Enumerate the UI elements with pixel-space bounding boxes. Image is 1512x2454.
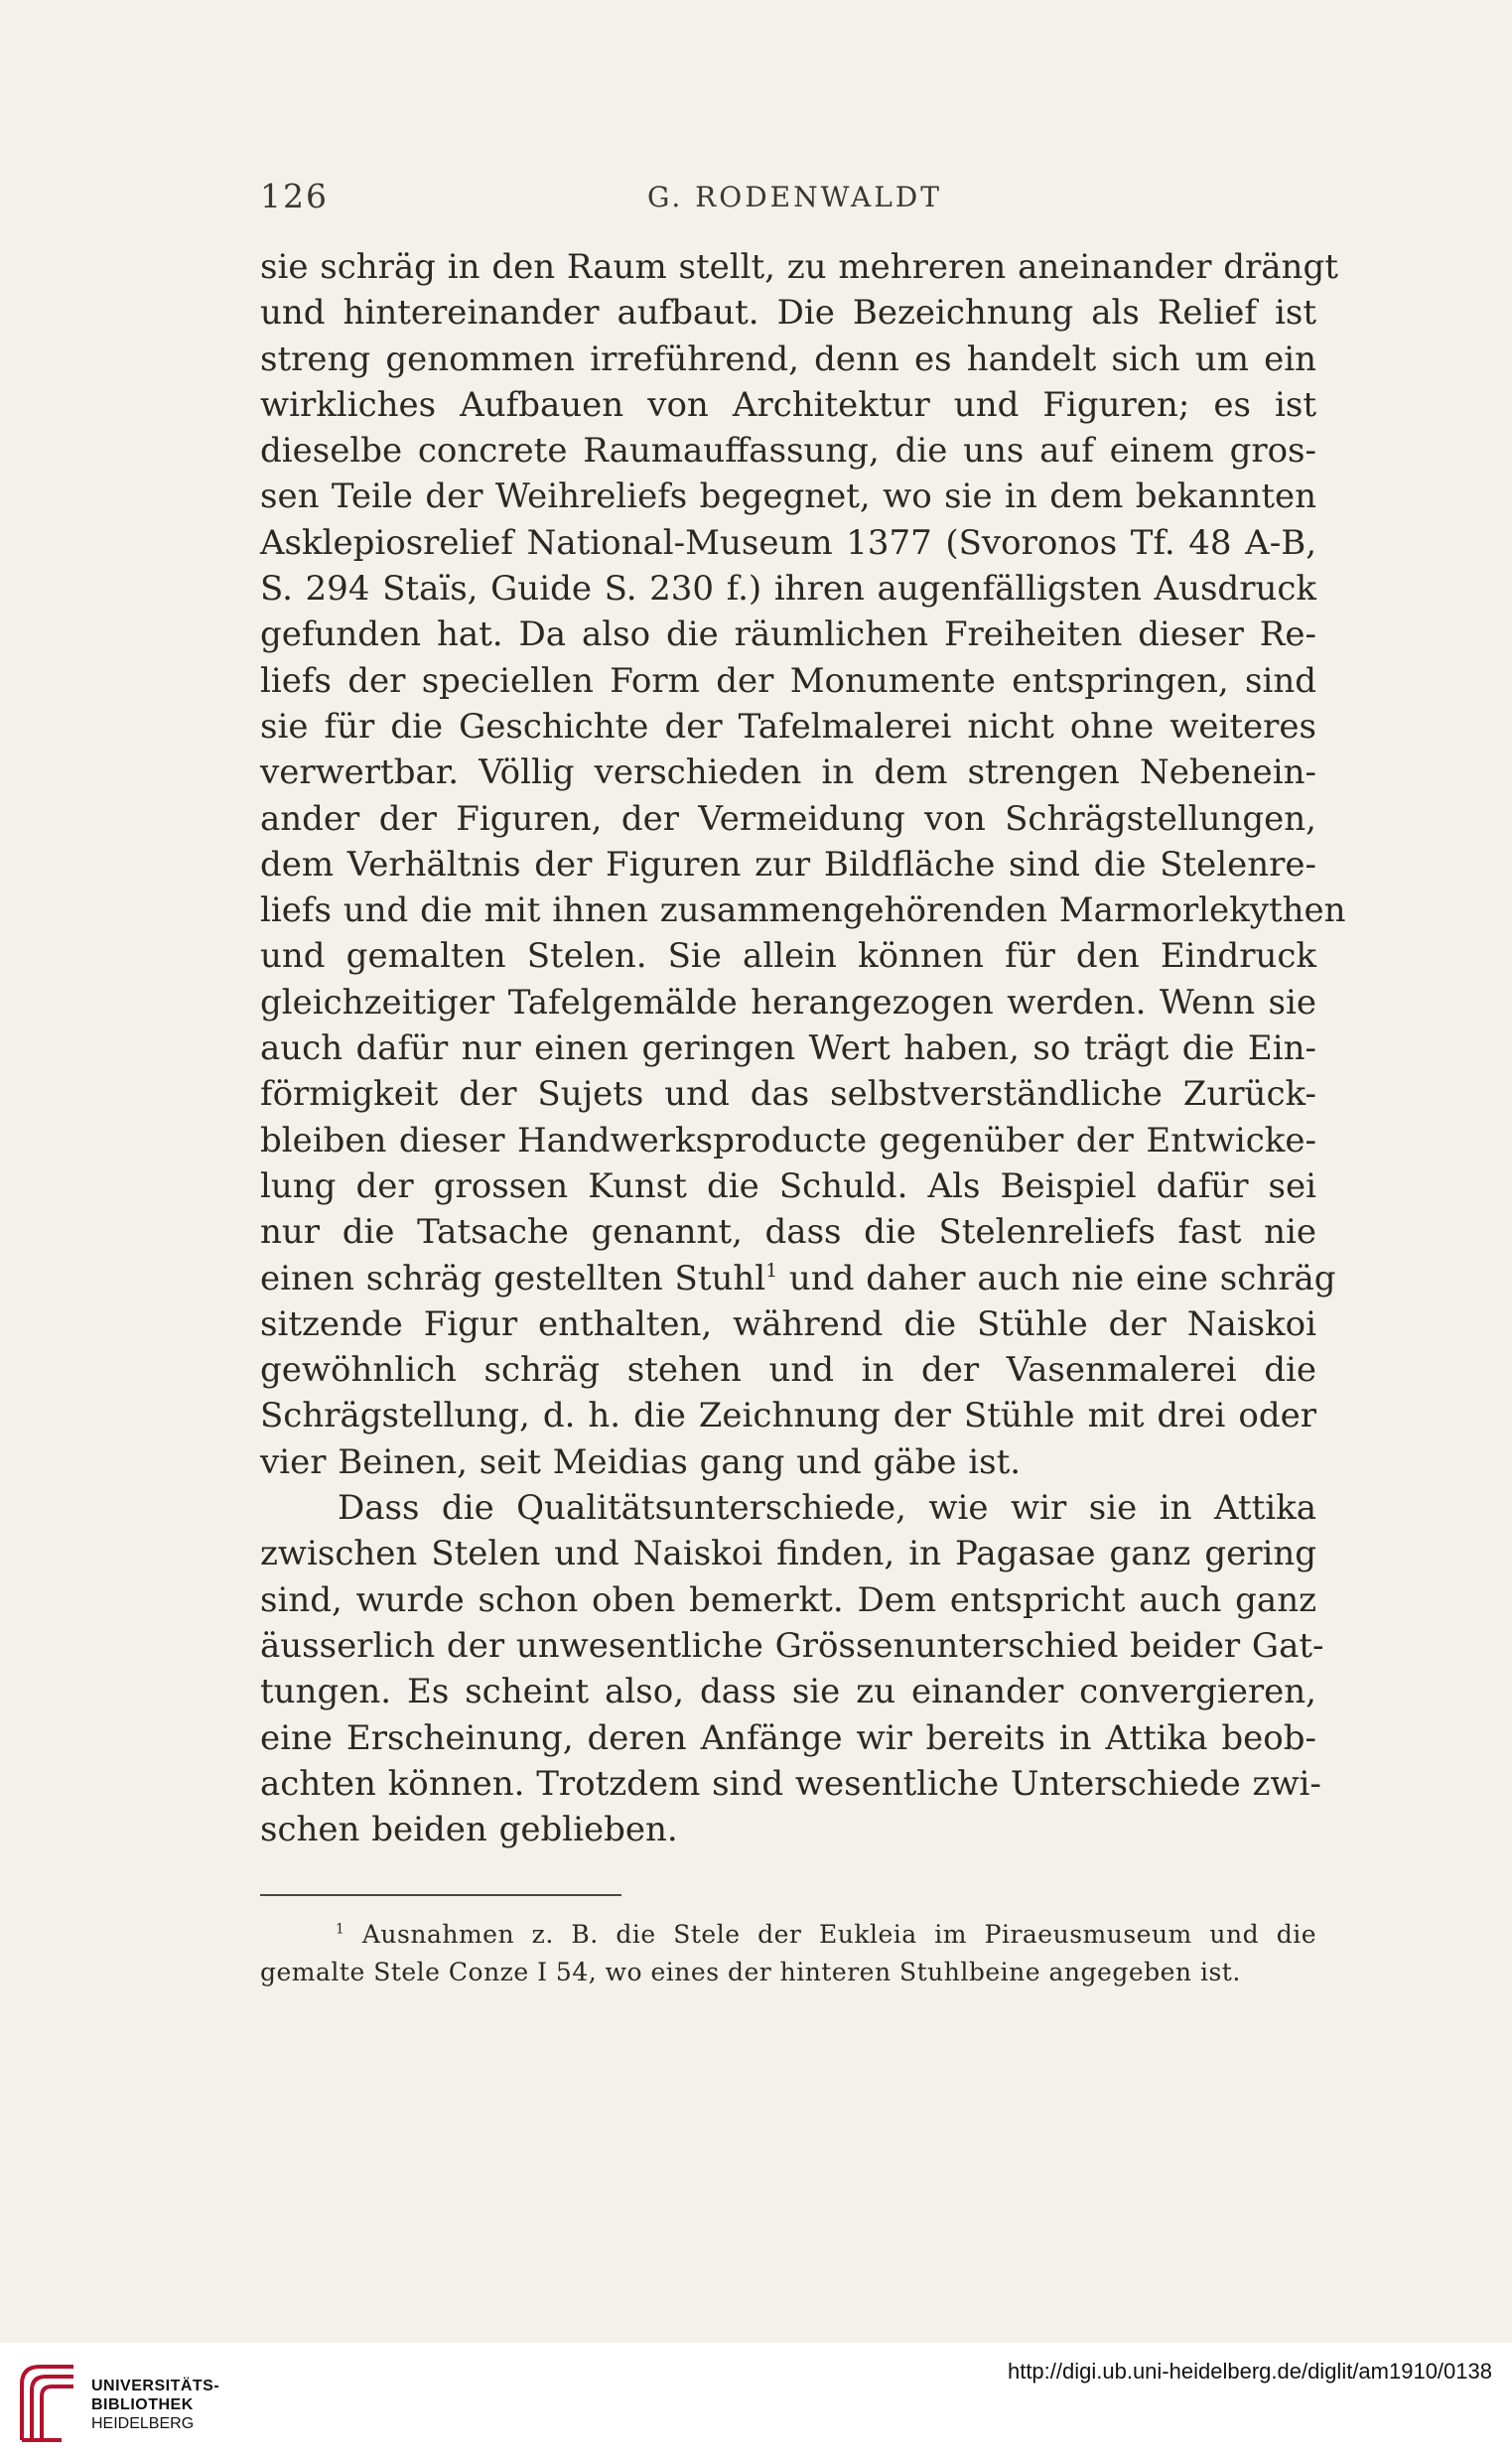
library-name-line: HEIDELBERG [91, 2415, 195, 2432]
text-line: lung der grossen Kunst die Schuld. Als Beispiel dafür sei [260, 1165, 1316, 1206]
text-line: dem Verhältnis der Figuren zur Bildfläche sind die Stelenre- [260, 844, 1316, 885]
text-line: ander der Figuren, der Vermeidung von Schrägstellungen, [260, 798, 1316, 839]
library-name [91, 2377, 219, 2433]
text-line: liefs der speciellen Form der Monumente entspringen, sind [260, 660, 1316, 701]
text-line: S. 294 Staïs, Guide S. 230 f.) ihren augenfälligsten Ausdruck [260, 569, 1316, 610]
body-text [260, 244, 1346, 1852]
text-line: gleichzeitiger Tafelgemälde herangezogen werden. Wenn sie [260, 982, 1316, 1022]
library-name-line: UNIVERSITÄTS- [91, 2378, 220, 2394]
text-line: dieselbe concrete Raumauffassung, die uns auf einem gros- [260, 431, 1316, 472]
paragraph-end-line: schen beiden geblieben. [260, 1810, 678, 1850]
text-line: äusserlich der unwesentliche Grössenunterschied beider Gat- [260, 1625, 1324, 1666]
text-line: achten können. Trotzdem sind wesentliche Unterschiede zwi- [260, 1763, 1321, 1804]
text-line: und gemalten Stelen. Sie allein können für den Eindruck [260, 936, 1316, 977]
text-line: sen Teile der Weihreliefs begegnet, wo sie in dem bekannten [260, 477, 1316, 517]
paragraph-start-line: Dass die Qualitätsunterschiede, wie wir sie in Attika [338, 1488, 1316, 1529]
page-header [260, 177, 1312, 224]
text-line: streng genommen irreführend, denn es handelt sich um ein [260, 339, 1316, 379]
text-line: tungen. Es scheint also, dass sie zu einander convergieren, [260, 1672, 1316, 1712]
text-line: verwertbar. Völlig verschieden in dem strengen Nebenein- [260, 752, 1316, 793]
text-segment: einen schräg gestellten Stuhl [260, 1258, 766, 1298]
running-head: G. RODENWALDT [647, 181, 942, 213]
text-line: Schrägstellung, d. h. die Zeichnung der Stühle mit drei oder [260, 1396, 1316, 1436]
text-line: auch dafür nur einen geringen Wert haben, so trägt die Ein- [260, 1028, 1316, 1069]
footnote-reference[interactable]: 1 [765, 1260, 778, 1282]
text-line-with-footnote-ref [260, 1256, 1336, 1301]
text-line: liefs und die mit ihnen zusammengehörenden Marmorlekythen [260, 890, 1346, 931]
footnote-divider [260, 1894, 621, 1896]
text-line: und hintereinander aufbaut. Die Bezeichnung als Relief ist [260, 293, 1316, 334]
text-line: bleiben dieser Handwerksproducte gegenüber der Entwicke- [260, 1120, 1316, 1160]
text-line: sie für die Geschichte der Tafelmalerei nicht ohne weiteres [260, 706, 1316, 747]
text-line: Asklepiosrelief National-Museum 1377 (Svoronos Tf. 48 A-B, [260, 522, 1316, 563]
source-url-link[interactable]: http://digi.ub.uni-heidelberg.de/diglit/am1910/0138 [1007, 2359, 1492, 2384]
footer-bar [0, 2343, 1512, 2454]
text-line: gewöhnlich schräg stehen und in der Vasenmalerei die [260, 1350, 1316, 1391]
text-line: sitzende Figur enthalten, während die Stühle der Naiskoi [260, 1303, 1316, 1344]
text-line: eine Erscheinung, deren Anfänge wir bereits in Attika beob- [260, 1717, 1316, 1758]
footnote-text: Ausnahmen z. B. die Stele der Eukleia im Piraeusmuseum und die [361, 1920, 1316, 1949]
footnotes [260, 1916, 1316, 1991]
footnote-line: gemalte Stele Conze I 54, wo eines der hinteren Stuhlbeine angegeben ist. [260, 1958, 1241, 1986]
library-name-line: BIBLIOTHEK [91, 2396, 194, 2413]
text-line: förmigkeit der Sujets und das selbstverständliche Zurück- [260, 1074, 1316, 1115]
text-line: gefunden hat. Da also die räumlichen Freiheiten dieser Re- [260, 614, 1316, 655]
text-segment: und daher auch nie eine schräg [777, 1258, 1336, 1298]
text-line: wirkliches Aufbauen von Architektur und Figuren; es ist [260, 384, 1316, 425]
paragraph-end-line: vier Beinen, seit Meidias gang und gäbe ist. [260, 1441, 1022, 1482]
footnote-line [260, 1916, 1316, 1954]
text-line: nur die Tatsache genannt, dass die Stelenreliefs fast nie [260, 1212, 1316, 1253]
page-number: 126 [260, 177, 329, 215]
library-logo-icon[interactable] [14, 2355, 83, 2446]
footnote-marker: 1 [336, 1921, 345, 1938]
text-line: sie schräg in den Raum stellt, zu mehreren aneinander drängt [260, 247, 1338, 287]
text-line: sind, wurde schon oben bemerkt. Dem entspricht auch ganz [260, 1579, 1316, 1620]
text-line: zwischen Stelen und Naiskoi finden, in Pagasae ganz gering [260, 1534, 1316, 1574]
